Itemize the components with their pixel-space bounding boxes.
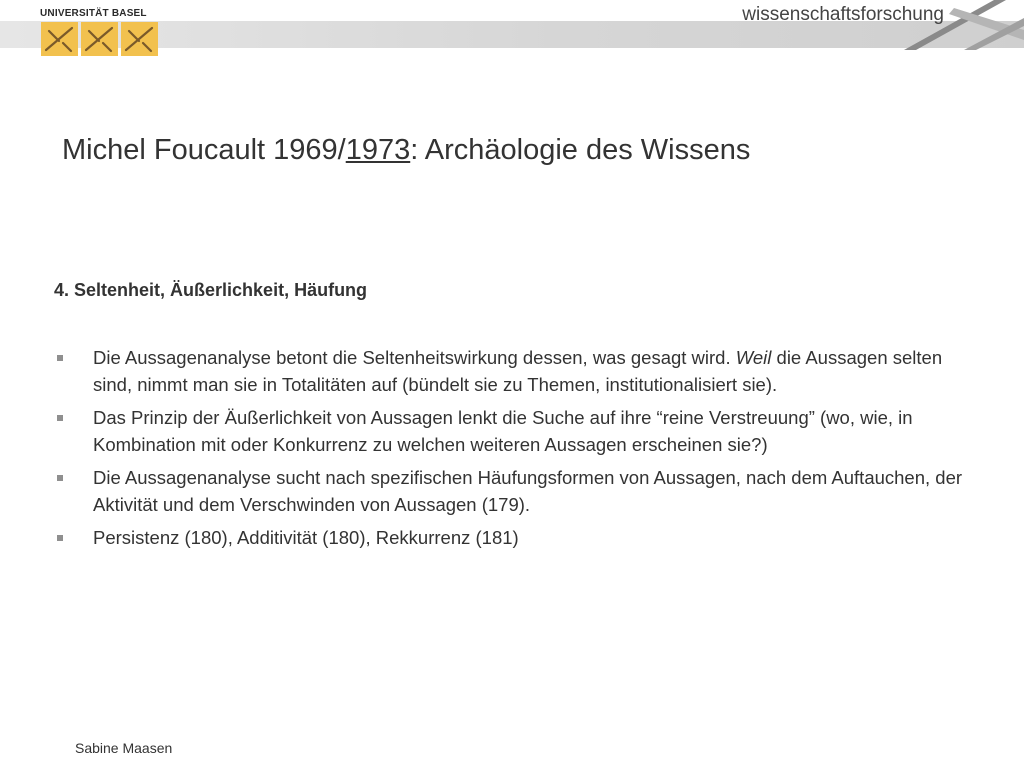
- title-suffix: : Archäologie des Wissens: [410, 134, 751, 166]
- brand-wordmark: wissenschaftsforschung: [742, 4, 944, 25]
- logo-text: UNIVERSITÄT BASEL: [40, 8, 147, 19]
- university-logo[interactable]: [40, 8, 170, 53]
- square-bullet-icon: [57, 415, 63, 421]
- bullet-emphasis: Weil: [735, 347, 772, 368]
- bullet-item: [54, 404, 964, 458]
- bullet-text: Die Aussagenanalyse sucht nach spezifischen Häufungsformen von Aussagen, nach dem Auftauchen, der Aktivität und dem Verschwinden von Aussagen (179).: [93, 467, 963, 515]
- bullet-text: Die Aussagenanalyse betont die Seltenheitswirkung dessen, was gesagt wird.: [93, 347, 736, 368]
- bullet-list: [54, 344, 964, 557]
- footer-author: Sabine Maasen: [75, 740, 173, 756]
- square-bullet-icon: [57, 535, 63, 541]
- title-year-link[interactable]: 1973: [345, 134, 411, 166]
- corner-stroke-graphic: [894, 0, 1024, 50]
- square-bullet-icon: [57, 355, 63, 361]
- university-logo-icon: [41, 22, 159, 56]
- bullet-text: Persistenz (180), Additivität (180), Rekkurrenz (181): [93, 527, 519, 548]
- square-bullet-icon: [57, 475, 63, 481]
- section-heading: 4. Seltenheit, Äußerlichkeit, Häufung: [54, 280, 368, 300]
- bullet-text: Das Prinzip der Äußerlichkeit von Aussagen lenkt die Suche auf ihre “reine Verstreuung” (wo, wie, in Kombination mit oder Konkurrenz zu welchen weiteren Aussagen erscheinen sie?): [93, 407, 913, 455]
- bullet-text-continued: die Aussagen selten sind, nimmt man sie in Totalitäten auf (bündelt sie zu Themen, institutionalisiert sie).: [93, 347, 943, 395]
- bullet-item: [54, 464, 964, 518]
- bullet-item: [54, 524, 964, 551]
- title-prefix: Michel Foucault 1969/: [62, 134, 346, 166]
- slide-title: [62, 134, 750, 167]
- bullet-item: [54, 344, 964, 398]
